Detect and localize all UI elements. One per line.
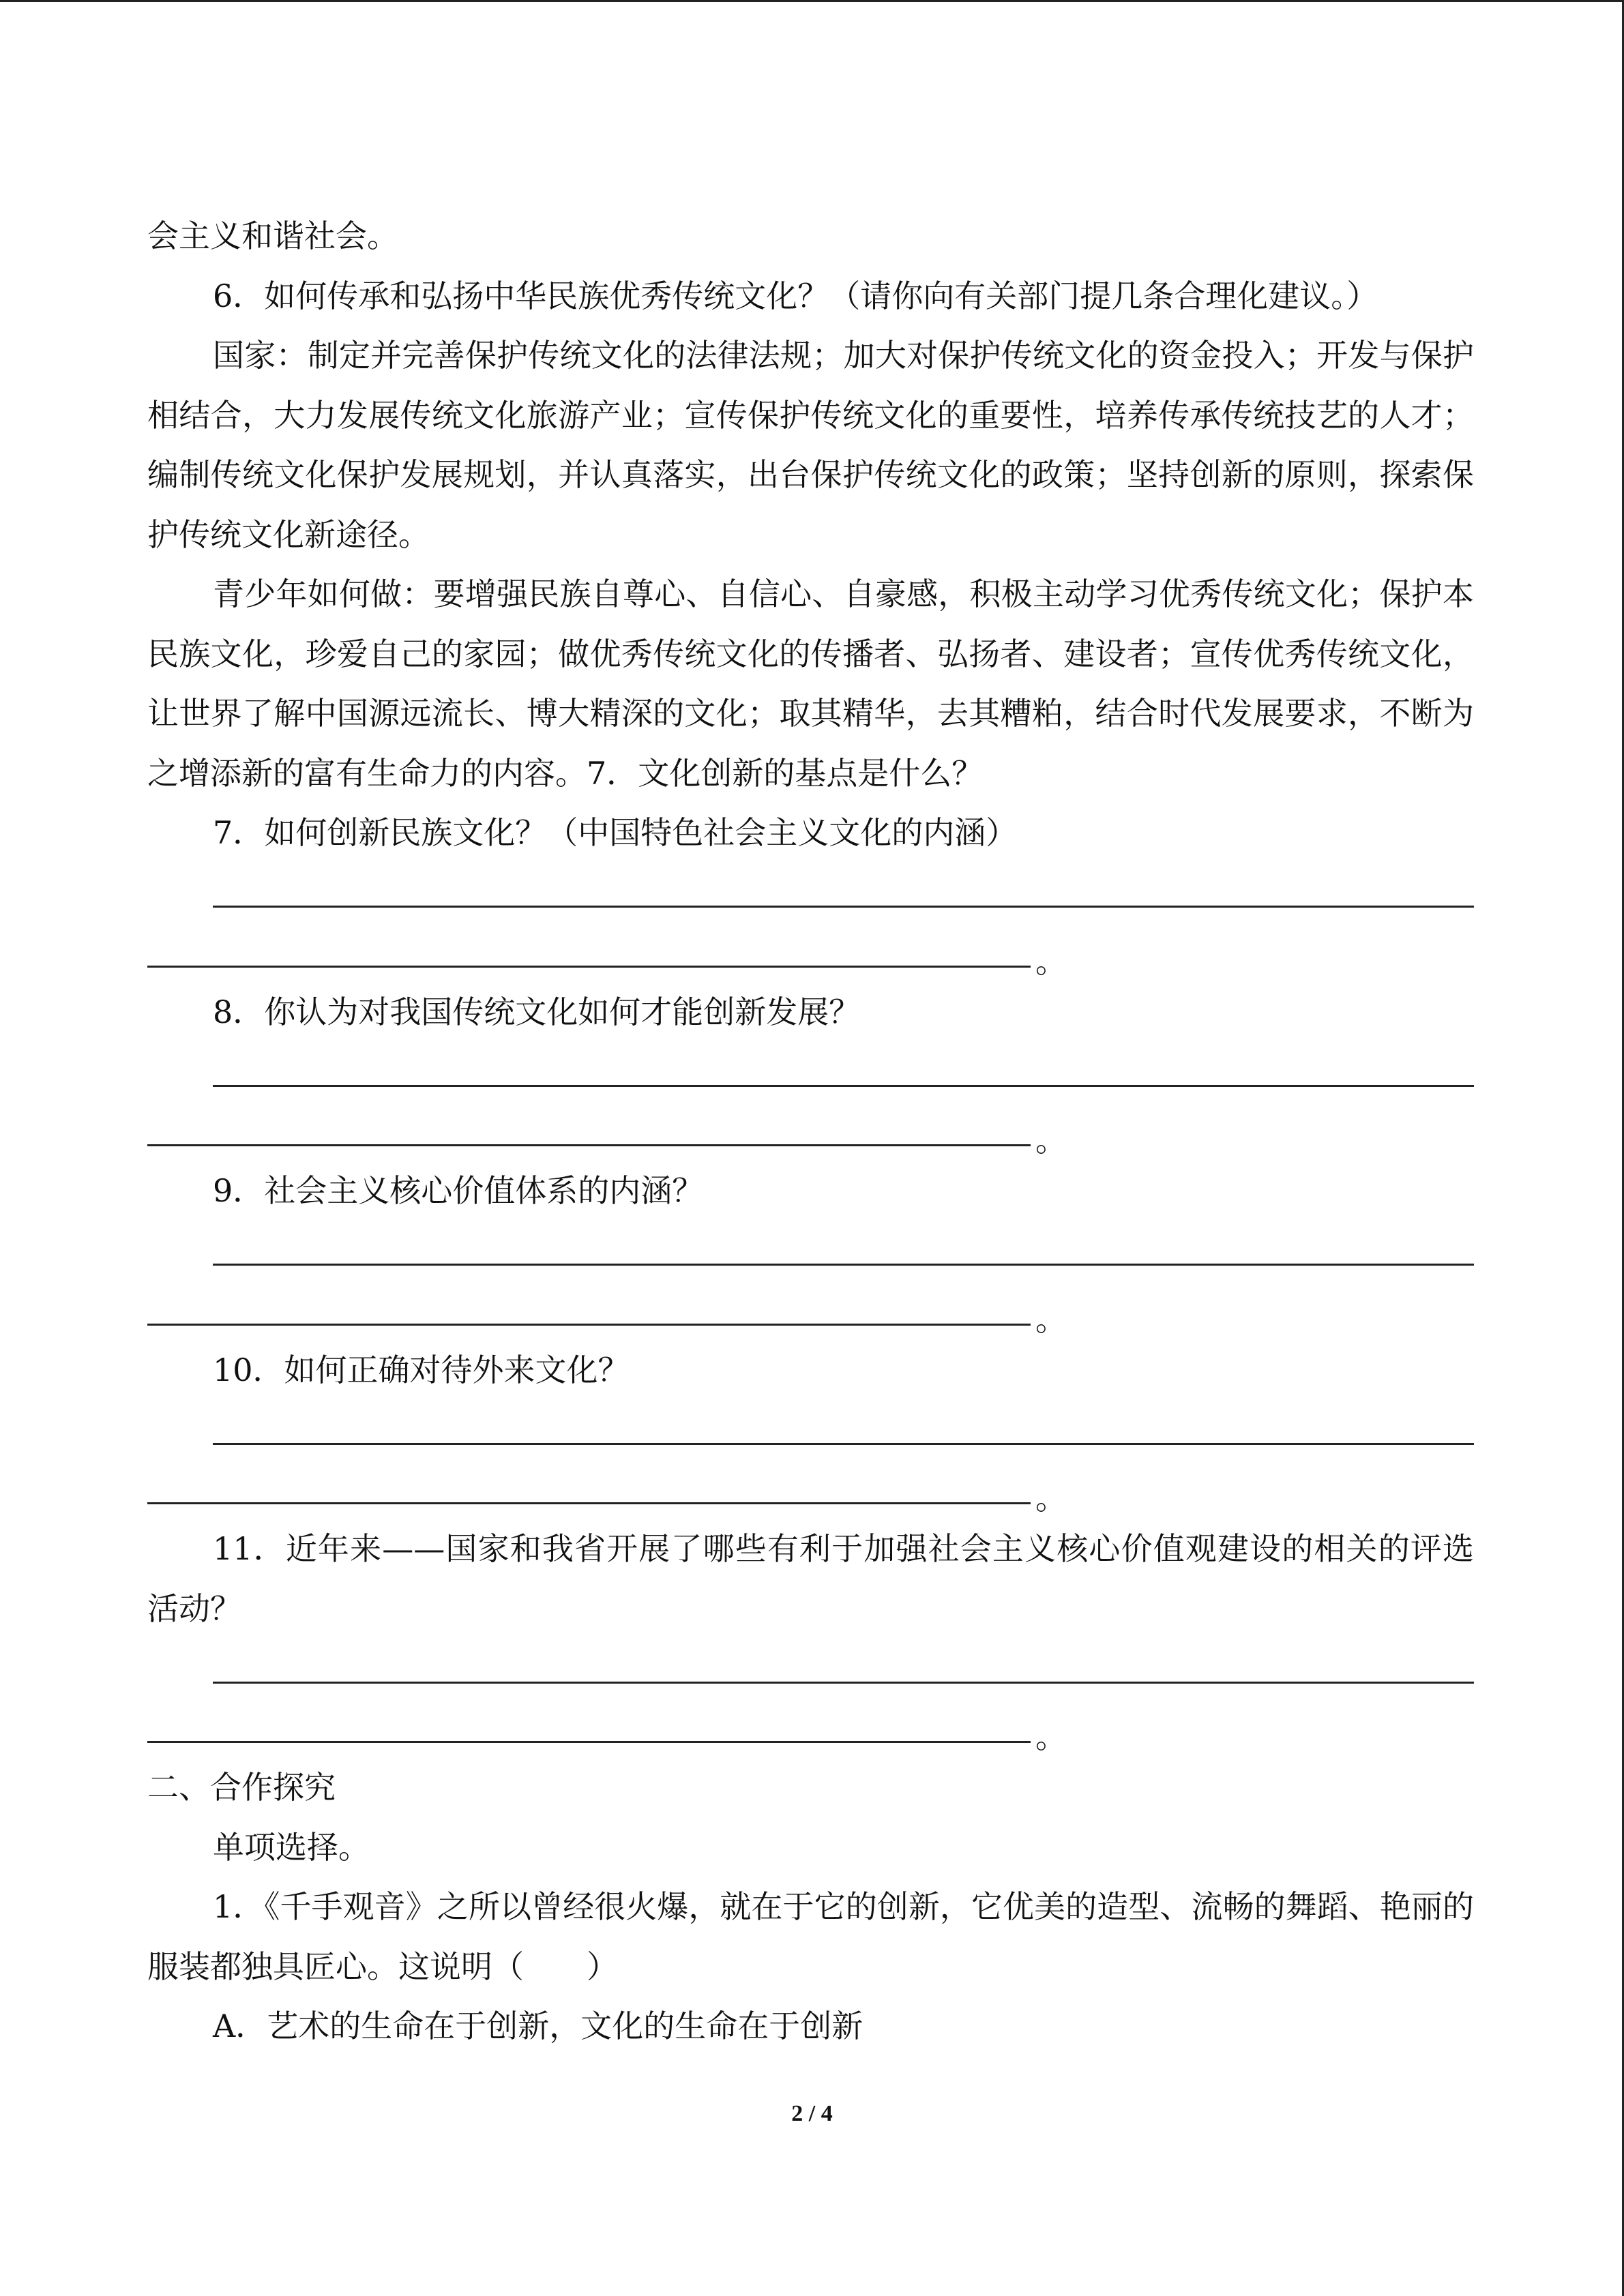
choice-question-1: 1．《千手观音》之所以曾经很火爆，就在于它的创新，它优美的造型、流畅的舞蹈、艳丽的服装都独具匠心。这说明（ ） (147, 1888, 1474, 1985)
period-mark: 。 (1035, 1480, 1067, 1517)
question-8: 8．你认为对我国传统文化如何才能创新发展？ (213, 993, 861, 1030)
answer-line[interactable] (147, 1400, 1474, 1460)
question-9: 9．社会主义核心价值体系的内涵？ (213, 1172, 704, 1209)
question-6: 6．如何传承和弘扬中华民族优秀传统文化？（请你向有关部门提几条合理化建议。） (213, 277, 1378, 314)
period-mark: 。 (1035, 942, 1067, 980)
paragraph: 会主义和谐社会。 (147, 218, 398, 254)
answer-line[interactable] (147, 923, 1474, 983)
period-mark: 。 (1035, 1122, 1067, 1159)
answer-line[interactable] (147, 1699, 1474, 1759)
answer-line[interactable] (147, 1221, 1474, 1281)
document-body (147, 207, 1474, 2057)
answer-line[interactable] (147, 1042, 1474, 1102)
answer-line[interactable] (147, 1281, 1474, 1341)
period-mark: 。 (1035, 1718, 1067, 1755)
answer-line[interactable] (147, 1460, 1474, 1520)
question-11: 11．近年来——国家和我省开展了哪些有利于加强社会主义核心价值观建设的相关的评选活动？ (147, 1530, 1474, 1627)
choice-option-a: A．艺术的生命在于创新，文化的生命在于创新 (213, 2008, 863, 2044)
answer-line[interactable] (147, 863, 1474, 923)
subsection-heading: 单项选择。 (213, 1828, 370, 1866)
question-10: 10．如何正确对待外来文化？ (213, 1351, 630, 1388)
answer-line[interactable] (147, 1639, 1474, 1699)
answer-youth-paragraph: 青少年如何做：要增强民族自尊心、自信心、自豪感，积极主动学习优秀传统文化；保护本民族文化，珍爱自己的家园；做优秀传统文化的传播者、弘扬者、建设者；宣传优秀传统文化，让世界了解中国源远流长、博大精深的文化；取其精华，去其糟粕，结合时代发展要求，不断为之增添新的富有生命力的内容。7．文化创新的基点是什么？ (147, 576, 1474, 792)
page-number: 2 / 4 (791, 2101, 833, 2126)
period-mark: 。 (1035, 1300, 1067, 1338)
section-heading: 二、合作探究 (147, 1769, 336, 1806)
answer-line[interactable] (147, 1102, 1474, 1162)
question-7: 7．如何创新民族文化？（中国特色社会主义文化的内涵） (213, 814, 1018, 851)
answer-state-paragraph: 国家：制定并完善保护传统文化的法律法规；加大对保护传统文化的资金投入；开发与保护相结合，大力发展传统文化旅游产业；宣传保护传统文化的重要性，培养传承传统技艺的人才；编制传统文化保护发展规划，并认真落实，出台保护传统文化的政策；坚持创新的原则，探索保护传统文化新途径。 (147, 337, 1474, 553)
